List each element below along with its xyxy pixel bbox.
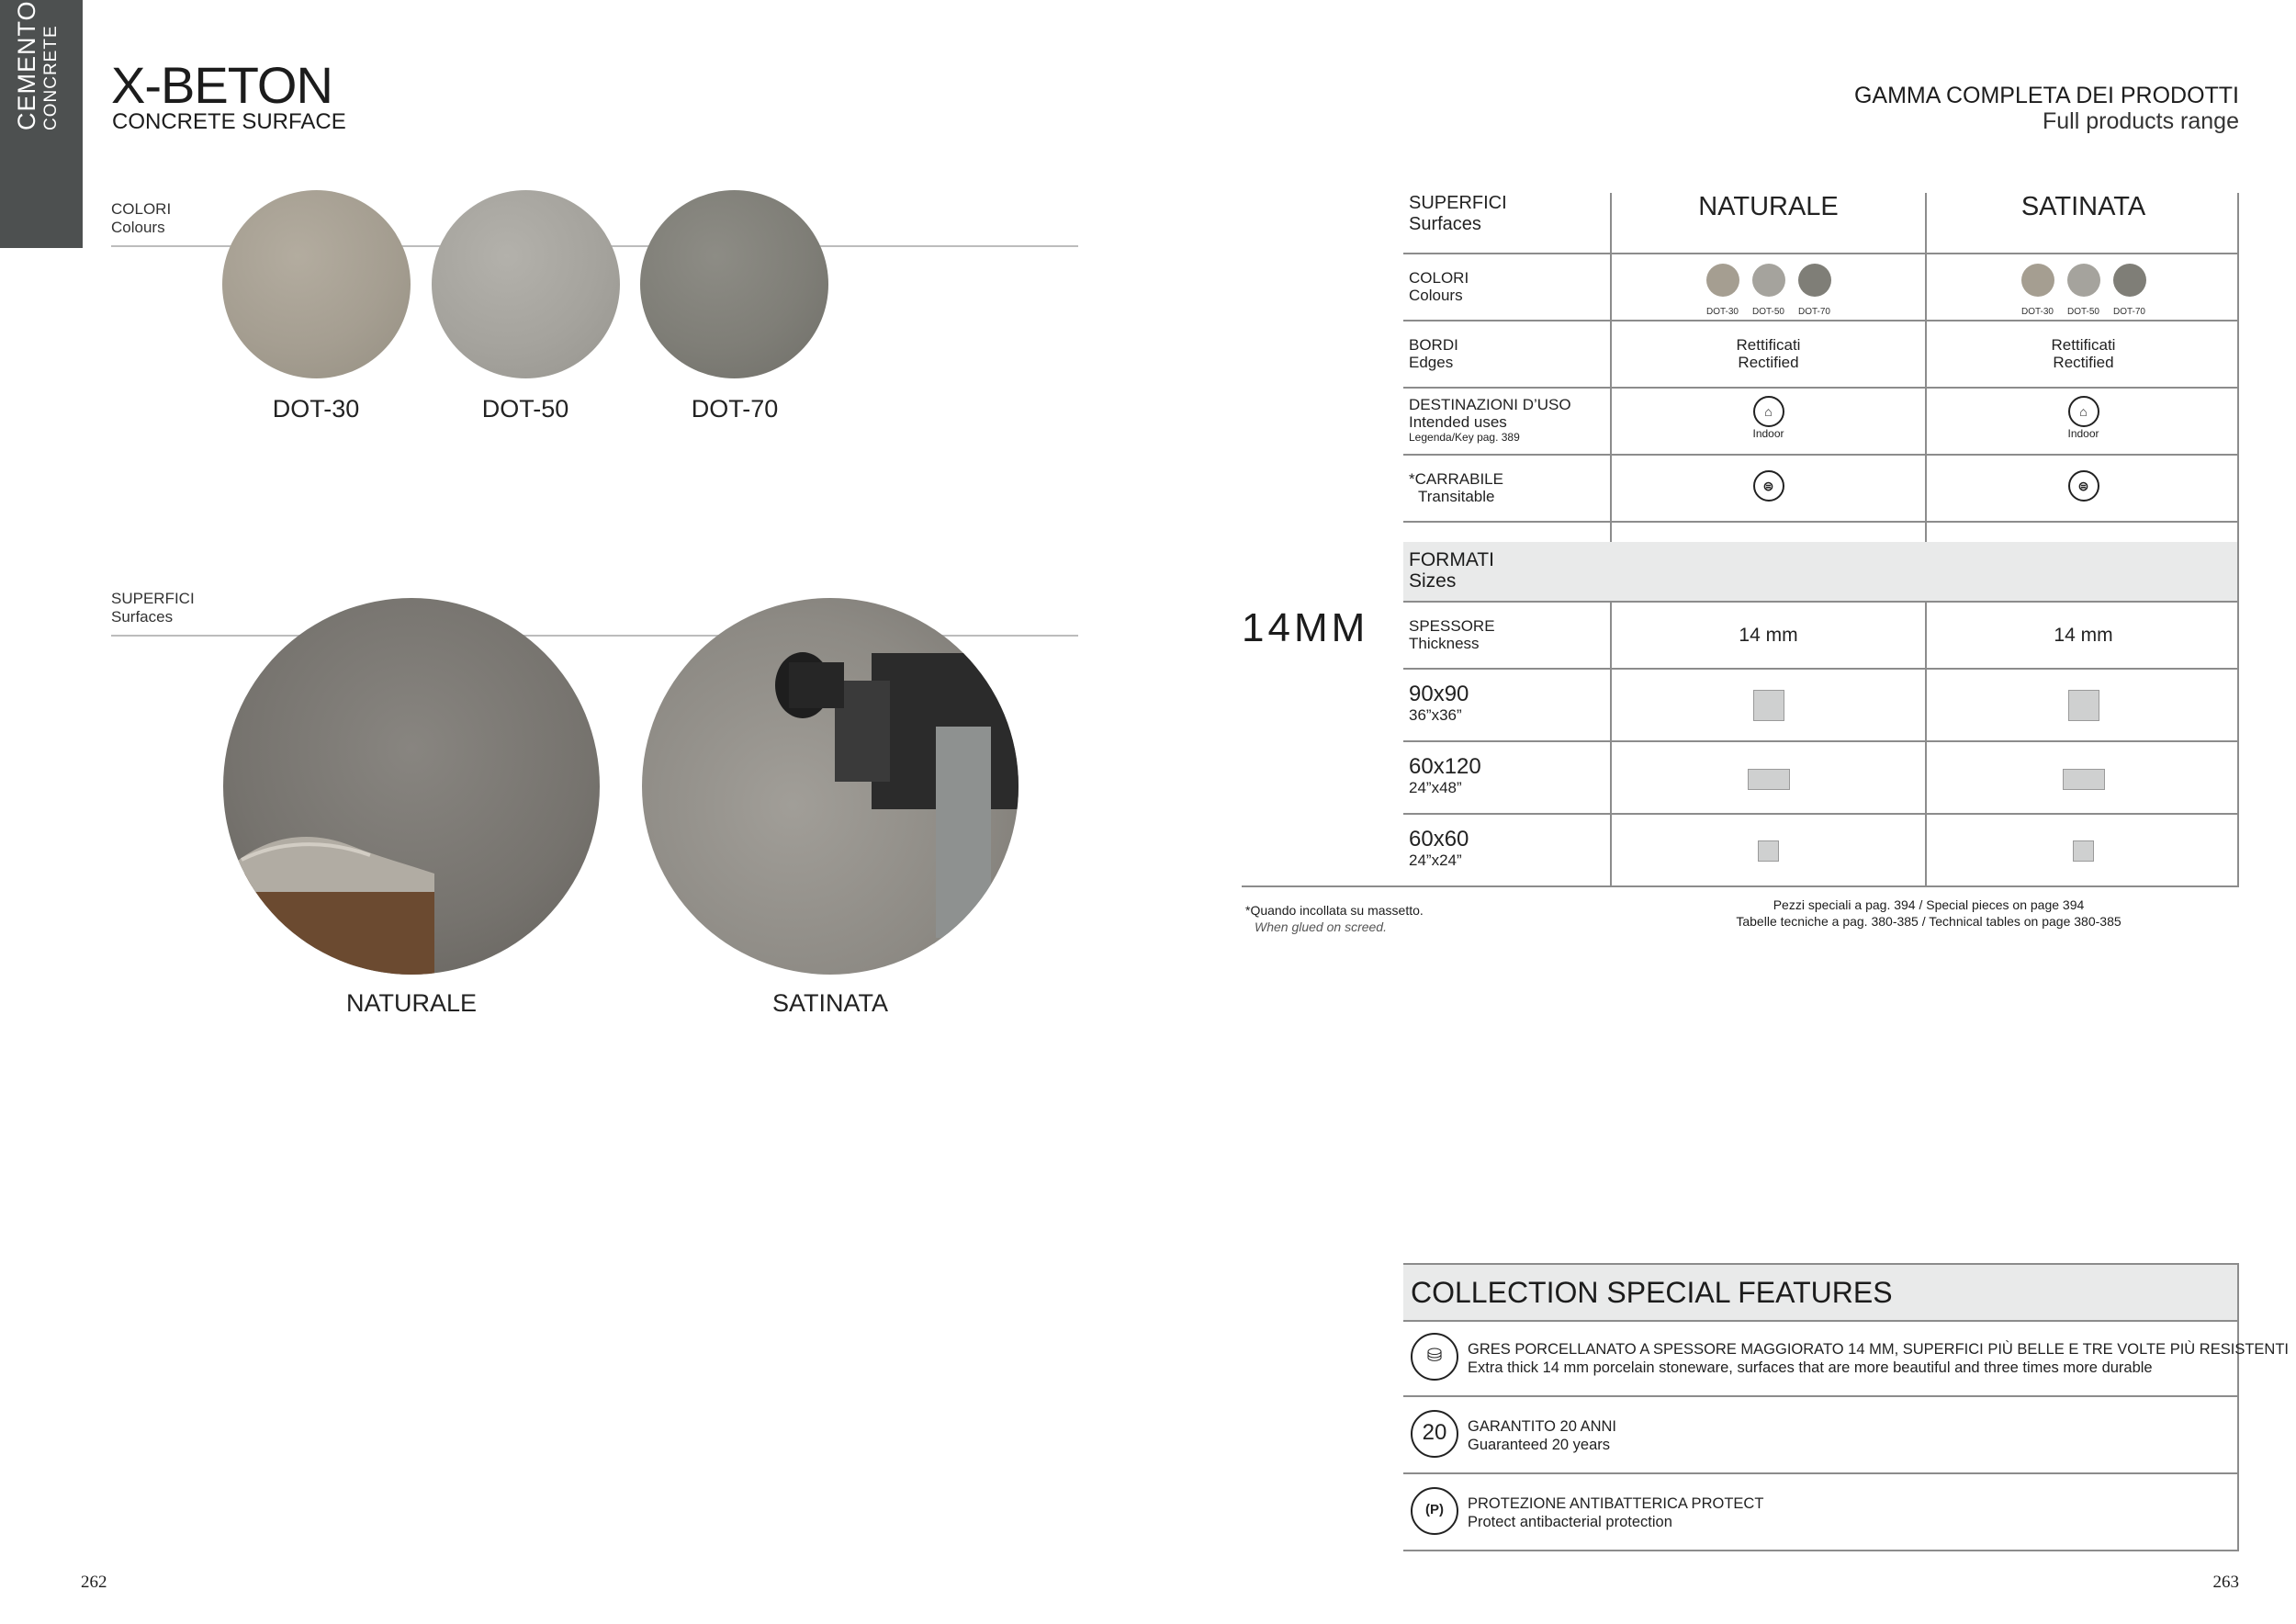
table-row-size-60x120 [1403,742,2239,815]
thickness-14mm-mark: 14MM [1242,605,1369,650]
thick-slab-icon: ⛁ [1411,1333,1458,1381]
dot-label: DOT-30 [1705,307,1739,317]
page-number-right: 263 [2212,1573,2239,1592]
row-label-surfaces [1409,193,1507,235]
surfaces-label-en: Surfaces [111,608,174,626]
column-header-satinata: SATINATA [2020,192,2146,221]
table-bottom-extension [1242,885,1403,887]
range-subheading: Full products range [2042,108,2239,134]
row-label-uses-it: DESTINAZIONI D’USO [1409,396,1571,413]
uses-naturale [1612,396,1925,440]
feature-text-en: Protect antibacterial protection [1468,1514,1672,1530]
size-imperial: 24”x48” [1409,779,1462,796]
surface-label-naturale: NATURALE [345,989,478,1017]
row-label-thickness-en: Thickness [1409,635,1480,652]
features-title: COLLECTION SPECIAL FEATURES [1411,1276,1893,1309]
edges-value-it: Rettificati [2051,336,2116,354]
row-label-edges-en: Edges [1409,354,1454,371]
dot-70-chip [2113,264,2146,297]
row-label-carrabile [1409,470,1503,505]
size-label-90x90 [1409,682,1469,724]
uses-satinata [1927,396,2240,440]
dot-label: DOT-30 [2020,307,2054,317]
row-label-colours [1409,269,1469,304]
section-tab-sublabel: CONCRETE [41,25,61,130]
row-label-carrabile-en: Transitable [1418,488,1495,505]
formats-header-band [1403,542,2237,603]
uses-value: Indoor [1752,427,1784,440]
edges-value-en: Rectified [2053,354,2114,371]
feature-text-it: PROTEZIONE ANTIBATTERICA PROTECT [1468,1495,1764,1512]
size-metric: 90x90 [1409,682,1469,706]
footnote-en: When glued on screed. [1255,919,1387,934]
formats-label-it: FORMATI [1409,549,1494,570]
table-row-edges [1403,321,2239,389]
row-label-colours-en: Colours [1409,287,1463,304]
colours-label-it: COLORI [111,200,172,218]
feature-text-en: Extra thick 14 mm porcelain stoneware, surfaces that are more beautiful and three times more durable [1468,1359,2153,1376]
special-pieces-link: Pezzi speciali a pag. 394 / Special pieces on page 394 [1773,897,2085,912]
size-chip-90x90-naturale [1753,690,1784,721]
table-row-surfaces [1403,193,2239,254]
size-label-60x60 [1409,828,1469,869]
swatch-dot-70 [640,190,828,378]
size-metric: 60x120 [1409,754,1481,779]
carrabile-satinata [1927,470,2240,502]
transitable-icon: ⊜ [2068,470,2099,502]
colour-dots-satinata [1927,264,2240,321]
size-chip-60x60-satinata [2073,840,2094,862]
indoor-use-icon: ⌂ [1753,396,1784,427]
technical-tables-link: Tabelle tecniche a pag. 380-385 / Technical tables on page 380-385 [1736,914,2122,929]
dot-label: DOT-50 [1751,307,1784,317]
surface-label-satinata: SATINATA [771,989,888,1017]
dot-30-chip [2021,264,2054,297]
naturale-photo-illustration [223,598,600,975]
footnote [1245,902,1424,935]
surfaces-label [111,590,195,626]
page-number-left: 262 [81,1573,107,1592]
product-title: X-BETON [111,56,332,114]
table-row-colours [1403,254,2239,321]
dot-70-chip [1798,264,1831,297]
formats-label [1409,549,1494,592]
colours-label [111,200,171,237]
row-label-edges [1409,336,1458,371]
size-chip-60x60-naturale [1758,840,1779,862]
carrabile-naturale [1612,470,1925,502]
thickness-naturale: 14 mm [1739,625,1798,646]
feature-guarantee [1403,1397,2239,1474]
guarantee-20-icon: 20 [1411,1410,1458,1458]
feature-thick-slab [1403,1320,2289,1397]
row-label-thickness-it: SPESSORE [1409,617,1495,635]
edges-value-en: Rectified [1738,354,1799,371]
row-label-surfaces-it: SUPERFICI [1409,193,1507,213]
colours-label-en: Colours [111,219,165,236]
feature-text [1468,1494,1763,1531]
row-label-uses [1409,396,1571,445]
row-label-carrabile-it: *CARRABILE [1409,470,1503,488]
row-label-surfaces-en: Surfaces [1409,214,1481,234]
feature-text [1468,1417,1616,1454]
swatch-dot-50 [432,190,620,378]
row-label-uses-key: Legenda/Key pag. 389 [1409,431,1520,444]
uses-value: Indoor [2067,427,2099,440]
feature-text-it: GRES PORCELLANATO A SPESSORE MAGGIORATO 14 MM, SUPERFICI PIÙ BELLE E TRE VOLTE PIÙ RESISTENTI [1468,1341,2289,1358]
column-header-naturale: NATURALE [1698,192,1839,221]
feature-text-en: Guaranteed 20 years [1468,1437,1611,1453]
satinata-photo-illustration [642,598,1019,975]
size-chip-60x120-satinata [2063,769,2105,790]
feature-text [1468,1340,2289,1377]
page-references [1598,897,2259,930]
range-heading: GAMMA COMPLETA DEI PRODOTTI [1853,83,2239,108]
features-header [1403,1263,2239,1322]
footnote-it: *Quando incollata su massetto. [1245,903,1424,918]
surface-photo-naturale [223,598,600,975]
feature-text-it: GARANTITO 20 ANNI [1468,1418,1616,1435]
dot-50-chip [1752,264,1785,297]
size-imperial: 24”x24” [1409,851,1462,869]
surface-photo-satinata [642,598,1019,975]
dot-30-chip [1706,264,1739,297]
table-row-intended-uses [1403,389,2239,456]
size-chip-60x120-naturale [1748,769,1790,790]
table-row-thickness [1403,603,2239,670]
indoor-use-icon: ⌂ [2068,396,2099,427]
row-label-uses-en: Intended uses [1409,413,1507,431]
edges-naturale [1612,336,1925,371]
dot-50-chip [2067,264,2100,297]
table-row-size-90x90 [1403,670,2239,742]
product-subtitle: CONCRETE SURFACE [112,109,346,134]
colour-dots-naturale [1612,264,1925,321]
protect-icon: (P) [1411,1487,1458,1535]
surfaces-label-it: SUPERFICI [111,590,195,607]
feature-protect [1403,1474,2239,1551]
section-tab [0,0,83,248]
size-chip-90x90-satinata [2068,690,2099,721]
formats-label-en: Sizes [1409,570,1457,592]
size-label-60x120 [1409,755,1481,796]
size-imperial: 36”x36” [1409,706,1462,724]
section-tab-label: CEMENTO [13,0,40,130]
swatch-label-dot-50: DOT-50 [481,395,569,423]
transitable-icon: ⊜ [1753,470,1784,502]
table-row-size-60x60 [1403,815,2239,887]
dot-label: DOT-70 [1797,307,1830,317]
size-metric: 60x60 [1409,827,1469,851]
dot-label: DOT-50 [2066,307,2099,317]
table-row-carrabile [1403,456,2239,523]
dot-label: DOT-70 [2112,307,2145,317]
swatch-label-dot-30: DOT-30 [272,395,360,423]
row-label-edges-it: BORDI [1409,336,1458,354]
row-label-colours-it: COLORI [1409,269,1469,287]
thickness-satinata: 14 mm [2054,625,2113,646]
swatch-label-dot-70: DOT-70 [691,395,779,423]
edges-value-it: Rettificati [1736,336,1801,354]
swatch-dot-30 [222,190,411,378]
edges-satinata [1927,336,2240,371]
row-label-thickness [1409,617,1495,652]
